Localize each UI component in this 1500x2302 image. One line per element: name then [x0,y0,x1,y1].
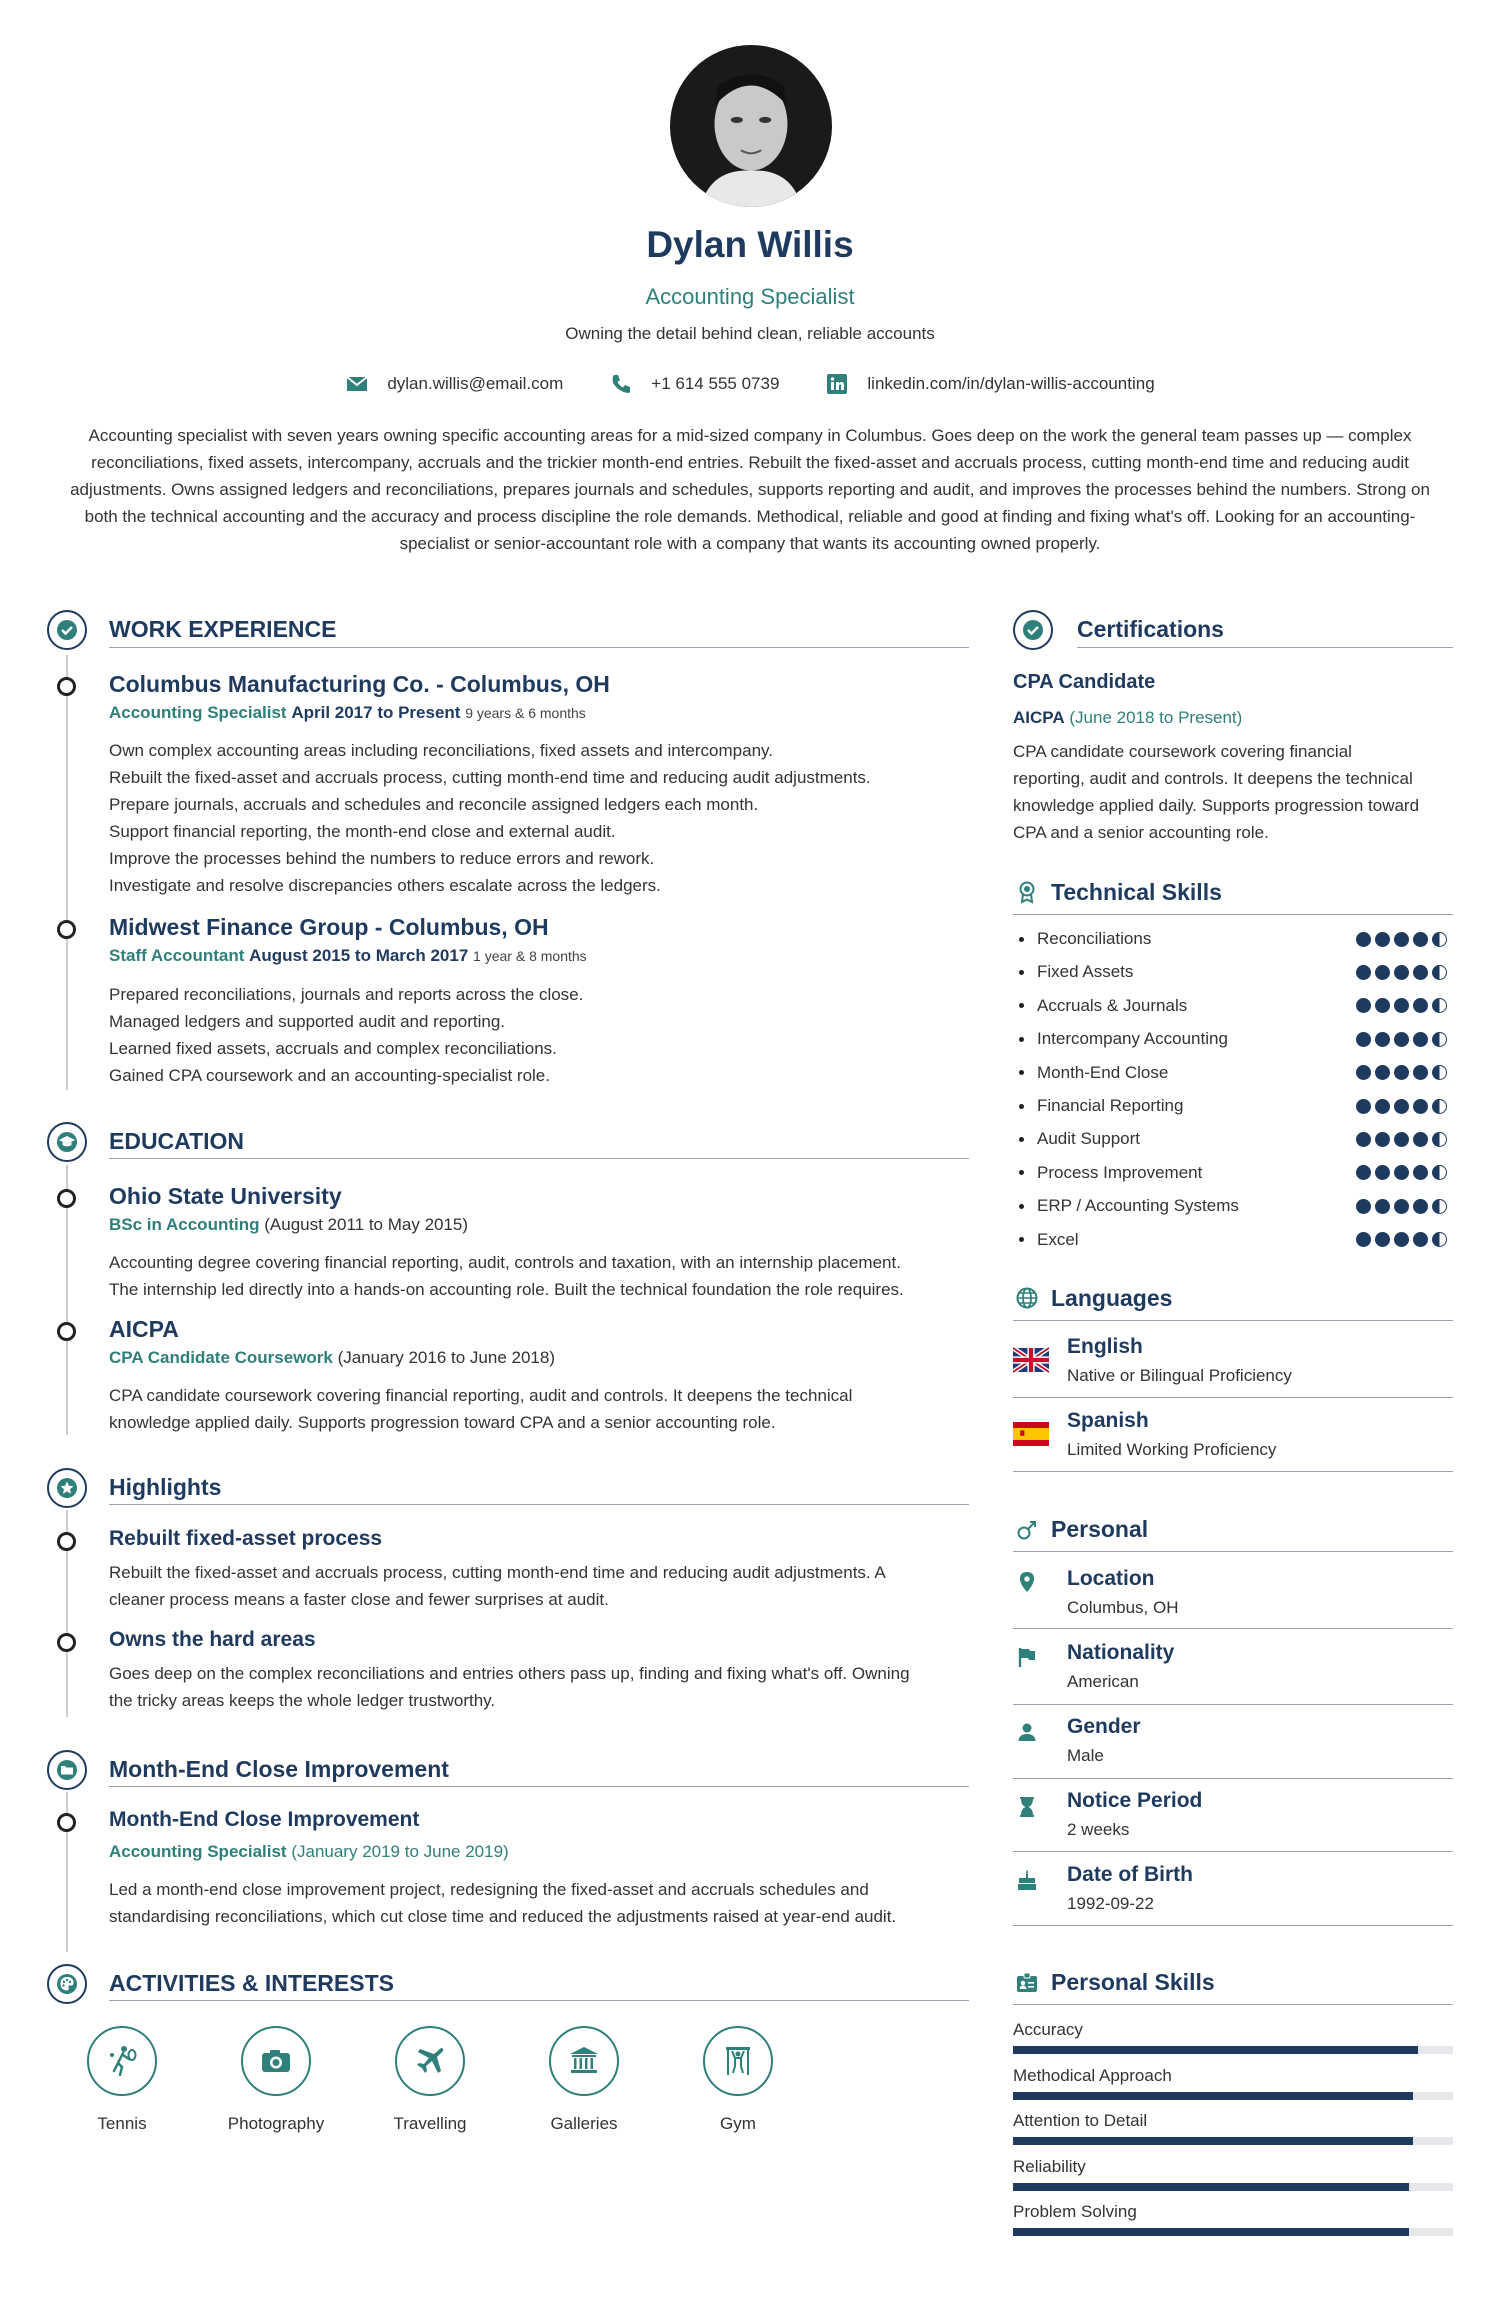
personal-value: Male [1067,1746,1104,1765]
technical-skill-row [1017,1196,1447,1216]
bullet-icon [1019,1137,1024,1142]
rating-dot [1432,932,1447,947]
certification-line: CPA candidate coursework covering financial [1013,742,1352,761]
rating-dot [1394,998,1409,1013]
rating-dot [1413,965,1428,980]
skill-rating [1356,1099,1447,1114]
job-dates: August 2015 to March 2017 [249,946,469,965]
certification-line: CPA and a senior accounting role. [1013,823,1269,842]
contact-phone[interactable] [609,372,779,396]
divider [109,1504,969,1505]
rating-dot [1356,965,1371,980]
rating-dot [1375,1132,1390,1147]
rating-dot [1356,1032,1371,1047]
rating-dot [1375,1065,1390,1080]
airplane-icon [410,2041,450,2081]
job-line: Gained CPA coursework and an accounting-specialist role. [109,1066,550,1085]
project-description [109,1876,896,1930]
job-description [109,737,871,899]
project-line: Led a month-end close improvement project, redesigning the fixed-asset and accruals schedules and [109,1880,869,1899]
certification-line: reporting, audit and controls. It deepens the technical [1013,769,1413,788]
education-heading: EDUCATION [109,1128,245,1154]
personal-value: American [1067,1672,1139,1691]
palette-icon [47,1964,87,2004]
divider [109,1786,969,1787]
skill-rating [1356,1132,1447,1147]
bullet-icon [1019,937,1024,942]
bullet-icon [1019,1170,1024,1175]
rating-dot [1394,932,1409,947]
rating-dot [1375,1199,1390,1214]
degree: CPA Candidate Coursework [109,1348,333,1367]
timeline-dot [57,677,76,696]
bullet-icon [1019,1037,1024,1042]
gender-male-icon [1015,1518,1039,1542]
folder-icon [47,1750,87,1790]
bullet-icon [1019,1104,1024,1109]
personal-skill-name: Reliability [1013,2156,1086,2176]
timeline-dot [57,1633,76,1652]
job-title: Midwest Finance Group - Columbus, OH [109,914,549,940]
highlight-line: the tricky areas keeps the whole ledger trustworthy. [109,1691,496,1710]
skill-rating [1356,965,1447,980]
certification-dates: (June 2018 to Present) [1069,708,1243,727]
flag-icon [1015,1645,1039,1669]
personal-skill-name: Problem Solving [1013,2202,1137,2221]
divider [1013,1320,1453,1321]
personal-skill-bar-fill [1013,2046,1418,2054]
rating-dot [1413,932,1428,947]
rating-dot [1432,1132,1447,1147]
divider [1013,1704,1453,1705]
education-description [109,1249,904,1303]
divider [1013,1471,1453,1472]
personal-value: Columbus, OH [1067,1598,1179,1617]
language-name: English [1067,1335,1143,1358]
personal-label: Nationality [1067,1641,1175,1664]
rating-dot [1413,1132,1428,1147]
verified-badge-icon [47,610,87,650]
contact-linkedin[interactable] [825,372,1154,396]
activity-tennis [52,2026,192,2134]
personal-skills-heading: Personal Skills [1051,1969,1215,1995]
certification-line: knowledge applied daily. Supports progression toward [1013,796,1420,815]
personal-value: 1992-09-22 [1067,1894,1154,1913]
rating-dot [1356,1199,1371,1214]
divider [1013,1628,1453,1629]
rating-dot [1413,1065,1428,1080]
rating-dot [1394,1132,1409,1147]
languages-heading: Languages [1051,1285,1173,1311]
personal-heading: Personal [1051,1516,1149,1542]
activity-label: Tennis [97,2114,147,2133]
technical-skill-name: Accruals & Journals [1037,995,1188,1015]
technical-skill-name: Process Improvement [1037,1162,1203,1182]
education-title: AICPA [109,1316,179,1342]
id-badge-icon [1015,1971,1039,1995]
skill-rating [1356,998,1447,1013]
rating-dot [1413,1232,1428,1247]
person-icon [1015,1720,1039,1744]
rating-dot [1394,1165,1409,1180]
divider [1013,1925,1453,1926]
skill-rating [1356,1065,1447,1080]
education-dates: (January 2016 to June 2018) [337,1348,555,1367]
technical-skill-name: Audit Support [1037,1129,1141,1149]
job-meta [109,946,587,966]
rating-dot [1356,1132,1371,1147]
education-meta [109,1348,555,1368]
certification-meta [1013,708,1242,728]
rating-dot [1432,1165,1447,1180]
hourglass-icon [1015,1795,1039,1819]
timeline-dot [57,920,76,939]
rating-dot [1432,965,1447,980]
activity-label: Gym [720,2114,756,2133]
highlight-title: Rebuilt fixed-asset process [109,1527,383,1550]
education-description [109,1382,852,1436]
technical-skill-name: Month-End Close [1037,1062,1169,1082]
project-title: Month-End Close Improvement [109,1808,420,1831]
phone-text: +1 614 555 0739 [651,374,780,393]
award-icon [1015,880,1039,904]
divider [109,2000,969,2001]
job-description [109,981,583,1089]
certification-title: CPA Candidate [1013,671,1156,693]
personal-label: Notice Period [1067,1789,1203,1812]
timeline-dot [57,1532,76,1551]
linkedin-text: linkedin.com/in/dylan-willis-accounting [867,374,1155,393]
graduation-cap-icon [47,1122,87,1162]
timeline-line [66,655,68,1090]
rating-dot [1375,998,1390,1013]
globe-icon [1015,1286,1039,1310]
technical-skill-row [1017,1063,1447,1083]
technical-skill-row [1017,1029,1447,1049]
technical-skill-name: ERP / Accounting Systems [1037,1196,1239,1216]
highlight-line: Goes deep on the complex reconciliations and entries others pass up, finding and fixing what's off. Owning [109,1664,910,1683]
technical-skill-name: Intercompany Accounting [1037,1029,1228,1049]
certifications-heading: Certifications [1077,616,1224,642]
personal-skill-bar-fill [1013,2183,1409,2191]
divider [1013,1778,1453,1779]
personal-skill-bar [1013,2183,1453,2191]
rating-dot [1413,1032,1428,1047]
rating-dot [1375,965,1390,980]
project-dates: (January 2019 to June 2019) [291,1842,509,1861]
personal-skill-name: Attention to Detail [1013,2111,1148,2130]
certification-description [1013,738,1419,846]
education-line: CPA candidate coursework covering financial reporting, audit and controls. It deepens the technical [109,1386,853,1405]
tagline: Owning the detail behind clean, reliable accounts [565,324,935,343]
activity-photography [206,2026,346,2134]
candidate-name: Dylan Willis [646,224,854,265]
phone-icon [609,372,633,396]
rating-dot [1432,1099,1447,1114]
spain-flag-icon [1013,1421,1049,1447]
email-text: dylan.willis@email.com [387,374,564,393]
education-line: The internship led directly into a hands-on accounting role. Built the technical foundation the role requires. [109,1280,904,1299]
personal-skill-bar-fill [1013,2137,1413,2145]
job-title: Columbus Manufacturing Co. - Columbus, OH [109,671,610,697]
email-icon [345,372,369,396]
skill-rating [1356,1199,1447,1214]
personal-skill-bar [1013,2092,1453,2100]
rating-dot [1356,1065,1371,1080]
activity-galleries [514,2026,654,2134]
divider [1013,1397,1453,1398]
profile-summary: Accounting specialist with seven years owning specific accounting areas for a mid-sized company in Columbus. Goes deep on the work the general team passes up — complex reconciliations, fixed assets, intercompany, accruals and the trickier month-end entries. Rebuilt the fixed-asset and accruals process, cutting month-end time and reducing audit adjustments. Owns assigned ledgers and reconciliations, prepares journals and schedules, supports reporting and audit, and improves the processes behind the numbers. Strong on both the technical accounting and the accuracy and process discipline the role demands. Methodical, reliable and good at finding and fixing what's off. Looking for an accounting-specialist or senior-accountant role with a company that wants its accounting owned properly. [70,426,1430,553]
rating-dot [1394,965,1409,980]
divider [1013,1851,1453,1852]
technical-skill-row [1017,962,1447,982]
language-name: Spanish [1067,1409,1149,1432]
project-role: Accounting Specialist [109,1842,287,1861]
personal-label: Location [1067,1567,1155,1590]
highlight-line: Rebuilt the fixed-asset and accruals process, cutting month-end time and reducing audit adjustments. A [109,1563,886,1582]
contact-email[interactable] [345,372,563,396]
camera-icon [256,2041,296,2081]
technical-skills-heading: Technical Skills [1051,879,1222,905]
rating-dot [1432,1232,1447,1247]
highlights-heading: Highlights [109,1474,222,1500]
education-line: knowledge applied daily. Supports progression toward CPA and a senior accounting role. [109,1413,776,1432]
skill-rating [1356,932,1447,947]
highlight-line: cleaner process means a faster close and fewer surprises at audit. [109,1590,609,1609]
uk-flag-icon [1013,1347,1049,1373]
job-line: Managed ledgers and supported audit and reporting. [109,1012,506,1031]
job-line: Improve the processes behind the numbers to reduce errors and rework. [109,849,655,868]
job-duration: 9 years & 6 months [465,705,586,721]
rating-dot [1356,1232,1371,1247]
rating-dot [1394,1199,1409,1214]
rating-dot [1432,1032,1447,1047]
activity-label: Travelling [393,2114,467,2133]
divider [1013,1551,1453,1552]
job-dates: April 2017 to Present [291,703,461,722]
certification-issuer: AICPA [1013,708,1065,727]
education-line: Accounting degree covering financial reporting, audit, controls and taxation, with an internship placement. [109,1253,901,1272]
technical-skill-name: Fixed Assets [1037,962,1134,982]
timeline-dot [57,1322,76,1341]
personal-skill-bar [1013,2137,1453,2145]
timeline-dot [57,1813,76,1832]
job-line: Learned fixed assets, accruals and complex reconciliations. [109,1039,557,1058]
bullet-icon [1019,1204,1024,1209]
personal-label: Gender [1067,1715,1141,1738]
job-role: Staff Accountant [109,946,245,965]
technical-skill-row [1017,996,1447,1016]
rating-dot [1375,932,1390,947]
rating-dot [1394,1099,1409,1114]
contact-bar [0,372,1500,396]
education-dates: (August 2011 to May 2015) [264,1215,469,1234]
project-line: standardising reconciliations, which cut close time and reduced the adjustments raised at year-end audit. [109,1907,897,1926]
rating-dot [1375,1032,1390,1047]
rating-dot [1356,932,1371,947]
technical-skill-name: Financial Reporting [1037,1096,1184,1115]
personal-value: 2 weeks [1067,1820,1130,1839]
personal-skill-bar-fill [1013,2228,1409,2236]
skill-rating [1356,1165,1447,1180]
highlight-title: Owns the hard areas [109,1628,316,1651]
rating-dot [1413,1165,1428,1180]
rating-dot [1394,1232,1409,1247]
job-line: Investigate and resolve discrepancies others escalate across the ledgers. [109,876,661,895]
highlight-description [109,1559,886,1613]
skill-rating [1356,1232,1447,1247]
personal-skill-name: Methodical Approach [1013,2065,1172,2085]
activity-label: Photography [227,2114,325,2133]
certificate-badge-icon [1013,610,1053,650]
personal-skill-bar [1013,2228,1453,2236]
technical-skill-row [1017,1129,1447,1149]
star-icon [47,1468,87,1508]
technical-skill-name: Reconciliations [1037,929,1152,948]
job-title: Accounting Specialist [645,284,855,309]
technical-skill-name: Excel [1037,1229,1079,1249]
language-level: Limited Working Proficiency [1067,1440,1277,1459]
bullet-icon [1019,1237,1024,1242]
project-meta [109,1842,509,1862]
rating-dot [1432,998,1447,1013]
technical-skill-row [1017,929,1447,949]
divider [109,647,969,648]
gym-icon [718,2041,758,2081]
rating-dot [1432,1199,1447,1214]
job-meta [109,703,586,723]
avatar [670,45,832,207]
bullet-icon [1019,970,1024,975]
activity-label: Galleries [550,2114,618,2133]
rating-dot [1356,1165,1371,1180]
rating-dot [1413,1099,1428,1114]
divider [1013,914,1453,915]
cake-icon [1015,1868,1039,1892]
rating-dot [1356,1099,1371,1114]
activity-gym [668,2026,808,2134]
divider [1013,2004,1453,2005]
job-line: Rebuilt the fixed-asset and accruals process, cutting month-end time and reducing audit adjustments. [109,768,871,787]
education-title: Ohio State University [109,1183,342,1209]
rating-dot [1356,998,1371,1013]
timeline-dot [57,1189,76,1208]
tennis-icon [102,2041,142,2081]
rating-dot [1394,1032,1409,1047]
rating-dot [1413,998,1428,1013]
technical-skill-row [1017,1230,1447,1250]
activities-heading: ACTIVITIES & INTERESTS [109,1970,394,1996]
job-line: Prepare journals, accruals and schedules and reconcile assigned ledgers each month. [109,795,759,814]
language-level: Native or Bilingual Proficiency [1067,1366,1292,1385]
skill-rating [1356,1032,1447,1047]
activity-travelling [360,2026,500,2134]
bullet-icon [1019,1003,1024,1008]
divider [109,1158,969,1159]
rating-dot [1394,1065,1409,1080]
work-heading: WORK EXPERIENCE [109,616,337,642]
job-duration: 1 year & 8 months [473,948,587,964]
job-line: Prepared reconciliations, journals and reports across the close. [109,985,584,1004]
rating-dot [1375,1165,1390,1180]
job-role: Accounting Specialist [109,703,287,722]
linkedin-icon [825,372,849,396]
location-pin-icon [1015,1570,1039,1594]
job-line: Own complex accounting areas including reconciliations, fixed assets and intercompany. [109,741,773,760]
rating-dot [1375,1232,1390,1247]
museum-icon [564,2041,604,2081]
job-line: Support financial reporting, the month-end close and external audit. [109,822,616,841]
rating-dot [1375,1099,1390,1114]
personal-skill-bar [1013,2046,1453,2054]
rating-dot [1413,1199,1428,1214]
rating-dot [1432,1065,1447,1080]
degree: BSc in Accounting [109,1215,260,1234]
personal-label: Date of Birth [1067,1863,1193,1886]
highlight-description [109,1660,910,1714]
technical-skill-row [1017,1096,1447,1116]
project-heading: Month-End Close Improvement [109,1756,449,1782]
education-meta [109,1215,468,1235]
bullet-icon [1019,1070,1024,1075]
technical-skill-row [1017,1163,1447,1183]
personal-skill-name: Accuracy [1013,2020,1083,2039]
personal-skill-bar-fill [1013,2092,1413,2100]
divider [1077,647,1453,648]
